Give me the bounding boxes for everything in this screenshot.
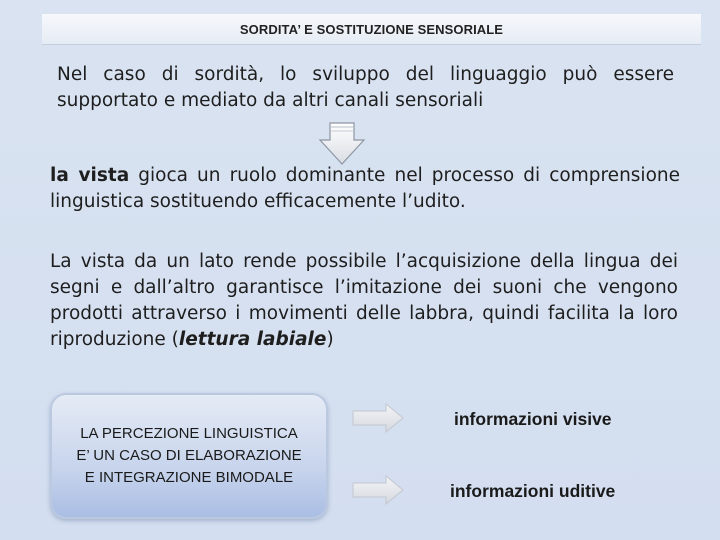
lettura-close: ) <box>326 329 334 350</box>
lettura-text: La vista da un lato rende possibile l’acquisizione della lingua dei segni e dall’altro garantisce l’imitazione dei suoni che vengono prodotti attraverso i movimenti delle labbra, quindi facilita la loro riproduzione ( <box>50 251 678 350</box>
slide-title <box>42 14 701 45</box>
paragraph-vista <box>50 163 680 215</box>
output-uditive: informazioni uditive <box>450 481 616 501</box>
output-visive: informazioni visive <box>454 409 612 429</box>
box-line-2: E’ UN CASO DI ELABORAZIONE <box>76 447 302 464</box>
box-line-3: E INTEGRAZIONE BIMODALE <box>84 469 294 486</box>
paragraph-intro: Nel caso di sordità, lo sviluppo del linguaggio può essere supportato e mediato da altri canali sensoriali <box>57 64 674 111</box>
paragraph-lettura <box>50 249 678 353</box>
vista-bold: la vista <box>50 165 130 186</box>
lettura-emphasis: lettura labiale <box>178 329 327 350</box>
arrow-right-icon <box>352 403 404 433</box>
arrow-right-icon <box>352 475 404 505</box>
vista-rest: gioca un ruolo dominante nel processo di comprensione linguistica sostituendo efficacemente l’udito. <box>50 165 680 212</box>
bimodal-box-text <box>76 423 301 489</box>
bimodal-box <box>50 393 328 519</box>
slide-title-text: SORDITA’ E SOSTITUZIONE SENSORIALE <box>239 21 504 37</box>
box-line-1: LA PERCEZIONE LINGUISTICA <box>80 425 298 442</box>
arrow-down-icon <box>318 122 366 166</box>
